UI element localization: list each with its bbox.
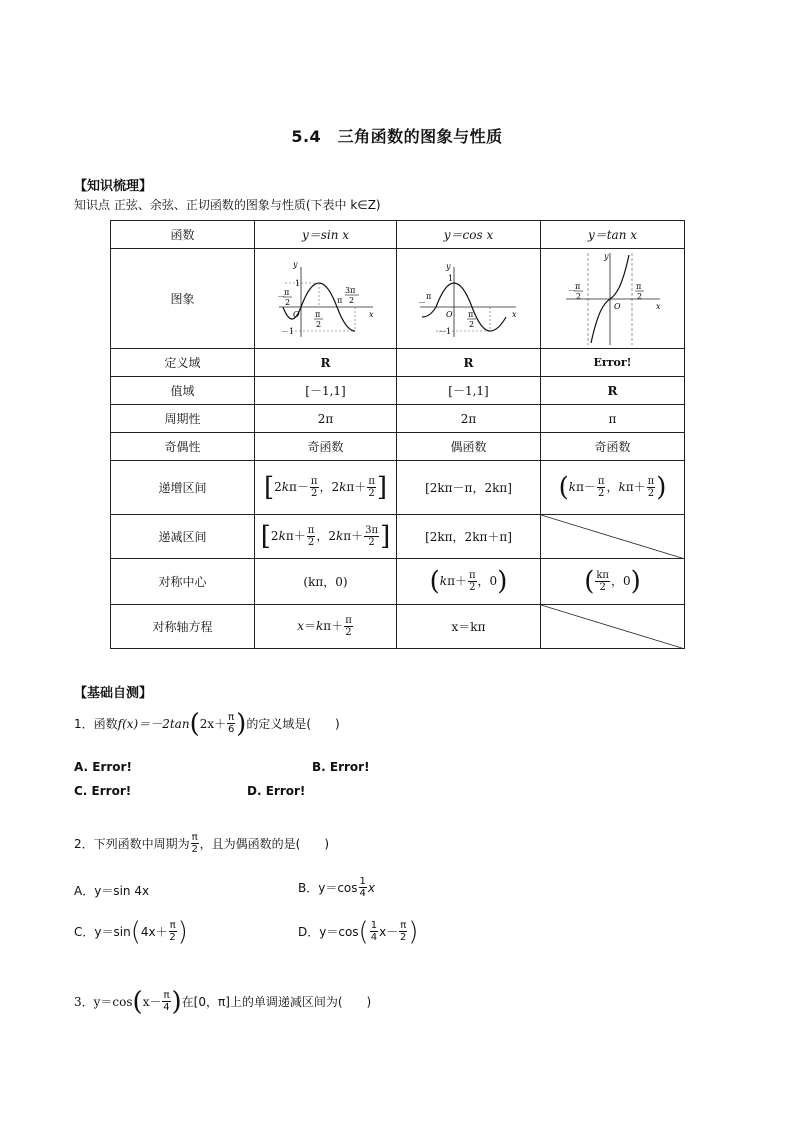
cos-increasing: [2kπ－π，2kπ]	[397, 461, 541, 515]
cos-axis: x＝kπ	[397, 605, 541, 649]
header-cos: y＝cos x	[397, 221, 541, 249]
cos-pi-half-num: π	[467, 309, 473, 319]
frac-den: 2	[311, 488, 318, 499]
frac-num: π	[468, 570, 476, 581]
cos-y-label: y	[445, 261, 451, 271]
q1-prefix: 1．函数	[74, 717, 118, 731]
frac-den: 2	[368, 537, 375, 548]
tan-graph	[558, 251, 668, 347]
frac-num: π	[368, 476, 375, 487]
q2-b-suffix: x	[367, 880, 376, 895]
q1-option-b[interactable]: B. Error!	[312, 760, 370, 774]
header-function: 函数	[111, 221, 255, 249]
tan-domain: Error!	[541, 349, 685, 377]
selftest-heading: 【基础自测】	[74, 686, 153, 701]
q1-function: f(x)＝－2tan	[117, 717, 190, 731]
sin-decreasing: [2kπ＋ $\frac{\pi}{2}$ ，2kπ＋ $\frac{3\pi}{2}$ ]	[255, 515, 397, 559]
row-label-decreasing: 递减区间	[111, 515, 255, 559]
tan-pi-half-den: 2	[636, 291, 642, 301]
row-label-period: 周期性	[111, 405, 255, 433]
tan-origin-label: O	[613, 301, 621, 311]
q2-c-inner: 4x＋	[140, 925, 168, 939]
sin-neg-one-label: －1	[280, 326, 294, 336]
sin-axis: x＝kπ＋ $\frac{\pi}{2}$	[255, 605, 397, 649]
frac-num: π	[400, 920, 407, 931]
frac-num: π	[307, 525, 315, 536]
trig-properties-table	[110, 220, 685, 649]
cos-neg-pi-label: π	[425, 291, 431, 301]
tan-pi-half-num: π	[635, 281, 641, 291]
frac-num: 1	[370, 920, 378, 931]
diagonal-line	[541, 515, 685, 559]
frac-den: 2	[599, 582, 606, 593]
tan-parity: 奇函数	[541, 433, 685, 461]
q2-option-b[interactable]	[298, 876, 375, 899]
sin-neg-pi-den: 2	[284, 297, 290, 307]
q3-suffix: 在[0，π]上的单调递减区间为( )	[181, 995, 372, 1009]
frac-den: 2	[469, 582, 476, 593]
question-3: 3．y＝cos ( x－ $\frac{\pi}{4}$ ) 在[0，π]上的单调递减区间为( )	[74, 986, 372, 1017]
cos-pi-half-den: 2	[468, 319, 474, 329]
tan-y-label: y	[603, 251, 609, 261]
q2-d-inner: x－	[379, 925, 399, 939]
cos-x-label: x	[511, 309, 517, 319]
frac-den: 2	[400, 932, 407, 943]
frac-den: 4	[370, 932, 378, 943]
sin-pi-label: π	[336, 295, 342, 305]
cos-period: 2π	[397, 405, 541, 433]
sin-one-label: 1	[294, 278, 300, 288]
frac-den: 2	[345, 627, 352, 638]
frac-num: kπ	[596, 570, 609, 581]
cos-one-label: 1	[447, 273, 453, 283]
cos-range: [－1,1]	[397, 377, 541, 405]
cos-origin-label: O	[445, 309, 453, 319]
sin-center: (kπ，0)	[255, 559, 397, 605]
tan-decreasing-empty	[541, 515, 685, 559]
q1-option-a[interactable]: A. Error!	[74, 760, 132, 774]
frac-num: π	[345, 615, 352, 626]
tan-graph-cell	[541, 249, 685, 349]
frac-den: 2	[307, 537, 315, 548]
q2-b-prefix: B．y＝cos	[298, 881, 358, 895]
sin-period: 2π	[255, 405, 397, 433]
sin-increasing: [2kπ－ $\frac{\pi}{2}$ ，2kπ＋ $\frac{\pi}{2}$ ]	[255, 461, 397, 515]
sin-pi-half-num: π	[314, 309, 320, 319]
sin-range: [－1,1]	[255, 377, 397, 405]
tan-neg-pi-den: 2	[575, 291, 581, 301]
sin-parity: 奇函数	[255, 433, 397, 461]
frac-den: 4	[163, 1002, 170, 1013]
tan-range: R	[541, 377, 685, 405]
row-label-range: 值域	[111, 377, 255, 405]
q1-option-c[interactable]: C. Error!	[74, 784, 132, 798]
tan-axis-empty	[541, 605, 685, 649]
q2-option-c[interactable]: C．y＝sin ( 4x＋ $\frac{\pi}{2}$ )	[74, 916, 188, 947]
frac-num: π	[191, 832, 198, 843]
frac-den: 2	[368, 488, 375, 499]
sin-neg-pi-half-label: －	[276, 291, 285, 301]
frac-num: π	[647, 476, 655, 487]
row-label-axis: 对称轴方程	[111, 605, 255, 649]
frac-num: π	[310, 476, 318, 487]
q2-d-prefix: D．y＝cos	[298, 925, 359, 939]
sin-pi-half-den: 2	[315, 319, 321, 329]
knowledge-intro: 知识点 正弦、余弦、正切函数的图象与性质(下表中 k∈Z)	[74, 198, 381, 212]
frac-num: π	[169, 920, 176, 931]
q1-inner: 2x＋	[199, 717, 227, 731]
q2-option-a[interactable]: A．y＝sin 4x	[74, 884, 150, 898]
q2-c-prefix: C．y＝sin	[74, 925, 131, 939]
frac-den: 2	[191, 844, 198, 855]
header-sin: y＝sin x	[255, 221, 397, 249]
row-label-increasing: 递增区间	[111, 461, 255, 515]
frac-num: π	[228, 712, 235, 723]
sin-three-pi-num: 3π	[344, 285, 355, 295]
sin-graph-cell	[255, 249, 397, 349]
sin-neg-pi-num: π	[283, 287, 289, 297]
q2-suffix: ，且为偶函数的是( )	[199, 837, 330, 851]
cos-decreasing: [2kπ，2kπ＋π]	[397, 515, 541, 559]
q1-suffix: 的定义域是( )	[246, 717, 340, 731]
tan-neg-pi-num: π	[574, 281, 580, 291]
q1-option-d[interactable]: D. Error!	[247, 784, 306, 798]
sin-origin-label: O	[292, 309, 300, 319]
tan-x-label: x	[655, 301, 661, 311]
sin-x-label: x	[368, 309, 374, 319]
row-label-center: 对称中心	[111, 559, 255, 605]
row-label-domain: 定义域	[111, 349, 255, 377]
frac-num: 1	[359, 876, 366, 887]
row-label-parity: 奇偶性	[111, 433, 255, 461]
cos-neg-one-label: －1	[437, 326, 451, 336]
frac-den: 4	[359, 888, 366, 899]
question-1: 1．函数 f(x)＝－2tan ( 2x＋ $\frac{\pi}{6}$ ) 的定义域是( )	[74, 708, 340, 739]
frac-num: 3π	[365, 525, 379, 536]
frac-den: 2	[169, 932, 176, 943]
cos-parity: 偶函数	[397, 433, 541, 461]
cos-graph-cell	[397, 249, 541, 349]
header-tan: y＝tan x	[541, 221, 685, 249]
frac-num: π	[597, 476, 605, 487]
sin-three-pi-den: 2	[348, 295, 354, 305]
question-2	[74, 832, 329, 855]
cos-neg-sign: －	[417, 297, 426, 307]
tan-neg-sign: －	[567, 285, 576, 295]
sin-domain: R	[255, 349, 397, 377]
row-label-graph: 图象	[111, 249, 255, 349]
diagonal-line	[541, 605, 685, 649]
tan-center: ( $\frac{k\pi}{2}$ ，0)	[541, 559, 685, 605]
q3-prefix: 3．y＝cos	[74, 995, 133, 1009]
tan-increasing: (kπ－ $\frac{\pi}{2}$ ，kπ＋ $\frac{\pi}{2}$ )	[541, 461, 685, 515]
q2-prefix: 2．下列函数中周期为	[74, 837, 190, 851]
frac-den: 6	[227, 724, 235, 735]
cos-center: (kπ＋ $\frac{\pi}{2}$ ，0)	[397, 559, 541, 605]
q2-option-d[interactable]: D．y＝cos ( $\frac{1}{4}$ x－ $\frac{\pi}{2}$ )	[298, 916, 419, 947]
frac-den: 2	[647, 488, 655, 499]
cos-domain: R	[397, 349, 541, 377]
frac-num: π	[163, 990, 170, 1001]
tan-period: π	[541, 405, 685, 433]
cos-graph	[414, 259, 524, 339]
sin-graph	[271, 259, 381, 339]
knowledge-heading: 【知识梳理】	[74, 179, 153, 194]
frac-den: 2	[598, 488, 605, 499]
q3-inner: x－	[142, 995, 162, 1009]
page-title: 5.4 三角函数的图象与性质	[291, 127, 503, 146]
sin-y-label: y	[292, 259, 298, 269]
